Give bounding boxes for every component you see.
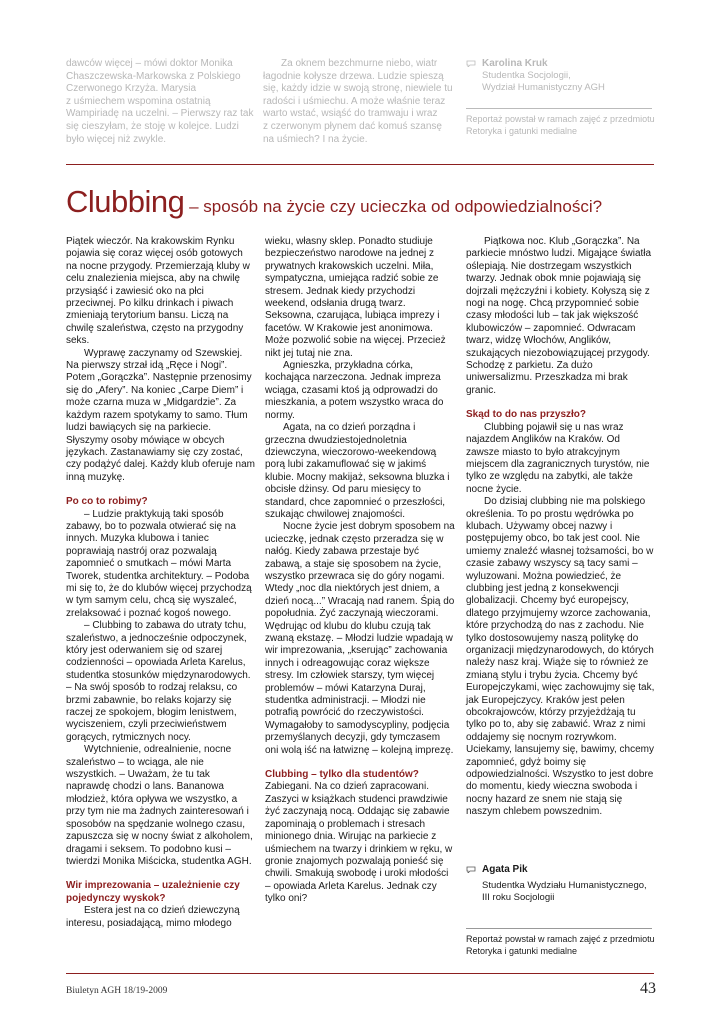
section-heading: Wir imprezowania – uzależnienie czy pojedynczy wyskok? bbox=[66, 880, 240, 904]
faded-author-name: Karolina Kruk bbox=[482, 58, 548, 69]
faded-col1-line: dawców więcej – mówi doktor Monika bbox=[66, 58, 233, 69]
body-paragraph: wieku, własny sklep. Ponadto studiuje bezpieczeństwo narodowe na jednej z prywatnych krakowskich uczelni. Miła, sympatyczna, umiejąca radzić sobie ze stresem. Jednak kiedy przychodzi weekend, odsłania drugą twarz. Seksowna, czarująca, lubiąca imprezy i facetów. W Krakowie jest anonimowa. Może pozwolić sobie na więcej. Przecież nikt jej tutaj nie zna. bbox=[265, 236, 446, 359]
body-paragraph: Wyprawę zaczynamy od Szewskiej. Na pierwszy strzał idą „Ręce i Nogi”. Potem „Gorączka”. Następnie przenosimy się do „Afery”. Na koniec „Carpe Diem” i może czarna muza w „Midgardzie”. Za każdym razem spotykamy to samo. Tłum ludzi bawiących się na parkiecie. Słyszymy osoby mówiące w obcych językach. Zastanawiamy się czy zostać, czy podążyć dalej. Każdy klub oferuje nam inną muzykę. bbox=[66, 347, 255, 483]
article-column-3 bbox=[466, 236, 656, 819]
body-paragraph: Wytchnienie, odrealnienie, nocne szaleństwo – to wciąga, ale nie wszystkich. – Uważam, że tu tak naprawdę chodzi o lans. Bananowa młodzież, która opływa we wszystko, a przy tym nie ma żadnych zainteresowań i sposobów na spędzanie wolnego czasu, zapuszcza się w nocny świat z alkoholem, dragami i seksem. To podobno kusi – twierdzi Monika Miścicka, studentka AGH. bbox=[66, 744, 253, 867]
report-note-line-2: Retoryka i gatunki medialne bbox=[466, 945, 578, 956]
body-paragraph: Estera jest na co dzień dziewczyną interesu, posiadającą, mimo młodego bbox=[66, 905, 240, 929]
faded-note-line-2: Retoryka i gatunki medialne bbox=[466, 125, 578, 136]
faded-col1-line: Czerwonego Krzyża. Marysia bbox=[66, 83, 197, 95]
faded-col1-line: było więcej niż zwykle. bbox=[66, 133, 167, 145]
faded-note bbox=[466, 114, 655, 137]
faded-author-line-2: Wydział Humanistyczny AGH bbox=[482, 82, 605, 93]
section-heading: Skąd to do nas przyszło? bbox=[466, 409, 587, 421]
body-paragraph: Agata, na co dzień porządna i grzeczna dwudziestojednoletnia dziewczyna, wieczorowo-weekendową porą lubi zakamuflować się w jakimś klubie. Mocny makijaż, seksowna bluzka i obcisłe dżinsy. Od paru miesięcy to standard, chce zapomnieć o przeszłości, szukając chwilowej znajomości. bbox=[265, 422, 450, 520]
section-divider bbox=[66, 164, 654, 165]
body-paragraph: Zabiegani. Na co dzień zapracowani. Zaszyci w książkach studenci prawdziwie żyć zaczynają nocą. Oddając się zabawie zapominają o problemach i stresach minionego dnia. Wirując na parkiecie z uśmiechem na twarzy i drinkiem w ręku, w gronie znajomych pozwalają ponieść się chwili. Smakują swobodę i uroki młodości – opowiada Arleta Karelus. Jednak czy tylko oni? bbox=[265, 781, 453, 905]
article-column-2 bbox=[265, 236, 455, 906]
author-affiliation-2: III roku Socjologii bbox=[482, 892, 555, 903]
faded-col2-line: łagodnie kołysze drzewa. Ludzie spieszą bbox=[263, 70, 444, 82]
faded-col2-line: na uśmiech? I na życie. bbox=[263, 133, 368, 145]
body-paragraph: – Clubbing to zabawa do utraty tchu, szaleństwo, a jednocześnie odpoczynek, który jest oderwaniem się od szarej codzienności – opowiada Arleta Karelus, studentka stosunków międzynarodowych. – Na swój sposób to rodzaj relaksu, co brzmi zabawnie, bo relaks kojarzy się raczej ze spokojem, błogim lenistwem, wyciszeniem, czyli przeciwieństwem gorących, rytmicznych nocy. bbox=[66, 620, 251, 743]
article-title bbox=[66, 184, 602, 220]
faded-col2-line: Za oknem bezchmurne niebo, wiatr bbox=[281, 58, 438, 69]
faded-col1-line: z uśmiechem wspomina ostatnią bbox=[66, 95, 211, 107]
footer-divider bbox=[66, 973, 654, 974]
faded-col2-line: radości i uśmiechu. A może właśnie teraz bbox=[263, 95, 446, 107]
body-paragraph: Agnieszka, przykładna córka, kochająca narzeczona. Jednak impreza wciąga, czasami ktoś ją odprowadzi do mieszkania, a potem wszystko wraca do normy. bbox=[265, 360, 444, 421]
faded-col1-line: Wampiriadę na uczelni. – Pierwszy raz tak bbox=[66, 108, 254, 120]
speech-bubble-icon bbox=[466, 866, 476, 873]
faded-note-line-1: Reportaż powstał w ramach zajęć z przedmiotu bbox=[466, 114, 655, 124]
faded-col2-line: warto wstać, wsiąść do tramwaju i wraz bbox=[263, 108, 438, 120]
speech-bubble-icon bbox=[466, 60, 476, 67]
article-author bbox=[466, 864, 647, 904]
paragraph-gap bbox=[66, 868, 256, 880]
footer-publication: Biuletyn AGH 18/19-2009 bbox=[66, 986, 168, 996]
faded-col1-line: się cieszyłam, że stoję w kolejce. Ludzi bbox=[66, 120, 239, 132]
note-divider bbox=[466, 928, 652, 929]
faded-col2-line: się, każdy idzie w swoją stronę, niewiele tu bbox=[263, 83, 453, 95]
faded-text-col2 bbox=[263, 58, 459, 146]
body-paragraph: Do dzisiaj clubbing nie ma polskiego określenia. To po prostu wędrówka po klubach. Używamy obcej nazwy i postępujemy obco, bo tak jest cool. Nie umiemy znaleźć własnej tożsamości, bo w czasie zabawy wszyscy są tacy sami – wyluzowani. Można powiedzieć, że clubbing jest jedną z konsekwencji globalizacji. Chcemy być europejscy, dlatego przyjmujemy wzorce zachowania, które przychodzą do nas z zachodu. Nie tylko dostosowujemy naszą politykę do organizacji międzynarodowych, do których należy nasz kraj. Wiąże się to również ze zmianą stylu i trybu życia. Chcemy być Europejczykami, więc zachowujmy się tak, jak Europejczycy. Kraków jest pełen obcokrajowców, którzy przyjeżdżają tu tylko po to, aby się zabawić. Wraz z nimi oddajemy się nocnym rozrywkom. Uciekamy, lansujemy się, bawimy, chcemy zapomnieć, gdyż boimy się odpowiedzialności. Wszystko to jest dobre do momentu, kiedy wieczna swoboda i nocny hazard ze snem nie stają się naszym chlebem powszednim. bbox=[466, 496, 655, 818]
report-note-line-1: Reportaż powstał w ramach zajęć z przedmiotu bbox=[466, 934, 655, 944]
report-note bbox=[466, 934, 655, 957]
section-heading: Clubbing – tylko dla studentów? bbox=[265, 769, 419, 781]
paragraph-gap bbox=[66, 484, 256, 496]
author-affiliation-1: Studentka Wydziału Humanistycznego, bbox=[482, 880, 647, 891]
body-paragraph: Piątkowa noc. Klub „Gorączka”. Na parkiecie mnóstwo ludzi. Migające światła oślepiają. Nie dostrzegam wszystkich twarzy. Jednak obok mnie pojawiają się dojrzali mężczyźni i kobiety. Kołyszą się z nogi na nogę. Chcą przypomnieć sobie czasy młodości lub – tak jak większość klubowiczów – zapomnieć. Odwracam twarz, widzę Włochów, Anglików, szukających niezobowiązującej przygody. Schodzę z parkietu. Za dużo uniwersalizmu. Przeszkadza mi brak granic. bbox=[466, 236, 652, 396]
article-title-main: Clubbing bbox=[66, 184, 185, 219]
faded-divider bbox=[466, 108, 652, 109]
body-paragraph: Clubbing pojawił się u nas wraz najazdem Anglików na Kraków. Od zawsze miasto to było atrakcyjnym miejscem dla zagranicznych turystów, nie tylko ze względu na zabytki, ale także nocne życie. bbox=[466, 421, 650, 495]
faded-author bbox=[466, 58, 605, 94]
faded-col2-line: z czerwonym płynem dać komuś szansę bbox=[263, 120, 442, 132]
paragraph-gap bbox=[466, 397, 656, 409]
author-name: Agata Pik bbox=[482, 864, 528, 875]
page-number: 43 bbox=[640, 980, 656, 997]
article-column-1 bbox=[66, 236, 256, 930]
faded-col1-line: Chaszczewska-Markowska z Polskiego bbox=[66, 70, 241, 82]
section-heading: Po co to robimy? bbox=[66, 496, 148, 508]
faded-text-col1 bbox=[66, 58, 256, 146]
body-paragraph: Nocne życie jest dobrym sposobem na ucieczkę, jednak często przeradza się w nałóg. Kiedy zabawa przestaje być zabawą, a staje się sposobem na życie, wszystko przewraca się do góry nogami. Wtedy „noc dla niektórych jest dniem, a dzień nocą...” Wracają nad ranem. Śpią do popołudnia. Żyć zaczynają wieczorami. Wędrując od klubu do klubu czują tak zwaną ekstazę. – Młodzi ludzie wpadają w wir imprezowania, „kserując” zachowania innych i odreagowując coraz większe stresy. Im człowiek starszy, tym więcej problemów – mówi Katarzyna Duraj, studentka administracji. – Młodzi nie potrafią powrócić do rzeczywistości. Wymagałoby to samodyscypliny, podjęcia przemyślanych decyzji, gdy tymczasem oni wolą iść na łatwiznę – kolejną imprezę. bbox=[265, 521, 455, 756]
faded-author-line-1: Studentka Socjologii, bbox=[482, 70, 571, 81]
paragraph-gap bbox=[265, 757, 455, 769]
article-title-sub: – sposób na życie czy ucieczka od odpowiedzialności? bbox=[184, 197, 603, 216]
body-paragraph: – Ludzie praktykują taki sposób zabawy, bo to pozwala otwierać się na innych. Muzyka klubowa i taniec poprawiają nastrój oraz pozwalają zapomnieć o smutkach – mówi Marta Tworek, studentka architektury. – Podoba mi się to, że do klubów więcej przychodzą w tym samym celu, chcą się wyszaleć, zrelaksować i poznać kogoś nowego. bbox=[66, 508, 252, 619]
body-paragraph: Piątek wieczór. Na krakowskim Rynku pojawia się coraz więcej osób gotowych na nocne przygody. Przemierzają kluby w celu znalezienia miejsca, aby na chwilę przysiąść i zawiesić oko na płci przeciwnej. Po kilku drinkach i piwach zmieniają terytorium bansu. Liczą na chwilę szaleństwa, często na przygodny seks. bbox=[66, 236, 250, 347]
